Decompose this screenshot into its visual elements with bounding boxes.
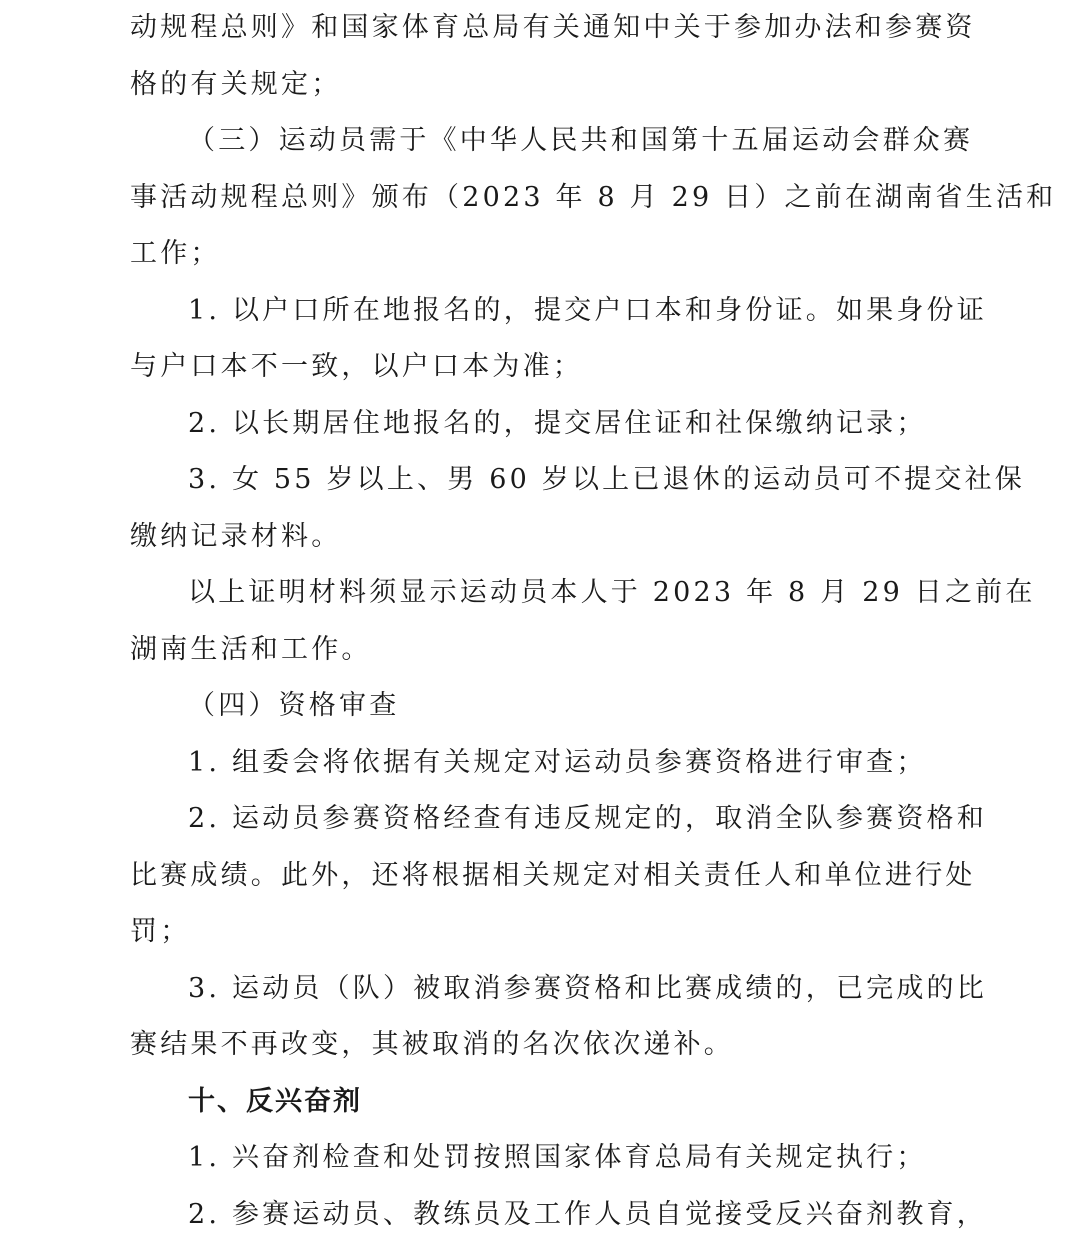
text-line: 比赛成绩。此外，还将根据相关规定对相关责任人和单位进行处	[130, 860, 976, 891]
text-line: 与户口本不一致，以户口本为准；	[130, 351, 583, 382]
section-heading: 十、反兴奋剂	[188, 1086, 362, 1117]
text-line: 工作；	[130, 238, 221, 269]
text-line: 湖南生活和工作。	[130, 634, 372, 665]
text-line: 动规程总则》和国家体育总局有关通知中关于参加办法和参赛资	[130, 12, 976, 43]
text-line: 3. 女 55 岁以上、男 60 岁以上已退休的运动员可不提交社保	[188, 464, 1025, 495]
text-line: 2. 以长期居住地报名的，提交居住证和社保缴纳记录；	[188, 408, 927, 439]
text-line: 缴纳记录材料。	[130, 521, 342, 552]
text-line: 赛结果不再改变，其被取消的名次依次递补。	[130, 1029, 734, 1060]
text-line: 2. 运动员参赛资格经查有违反规定的，取消全队参赛资格和	[188, 803, 987, 834]
text-line: 罚；	[130, 916, 191, 947]
text-line: 格的有关规定；	[130, 69, 342, 100]
text-line: （三）运动员需于《中华人民共和国第十五届运动会群众赛	[188, 125, 974, 156]
section-subheading: （四）资格审查	[188, 690, 400, 721]
text-line: 1. 以户口所在地报名的，提交户口本和身份证。如果身份证	[188, 295, 987, 326]
text-line: 1. 组委会将依据有关规定对运动员参赛资格进行审查；	[188, 747, 927, 778]
text-line: 以上证明材料须显示运动员本人于 2023 年 8 月 29 日之前在	[188, 577, 1036, 608]
text-line: 事活动规程总则》颁布（2023 年 8 月 29 日）之前在湖南省生活和	[130, 182, 1057, 213]
text-line: 3. 运动员（队）被取消参赛资格和比赛成绩的，已完成的比	[188, 973, 987, 1004]
text-line: 1. 兴奋剂检查和处罚按照国家体育总局有关规定执行；	[188, 1142, 927, 1173]
text-line: 2. 参赛运动员、教练员及工作人员自觉接受反兴奋剂教育，	[188, 1199, 987, 1230]
